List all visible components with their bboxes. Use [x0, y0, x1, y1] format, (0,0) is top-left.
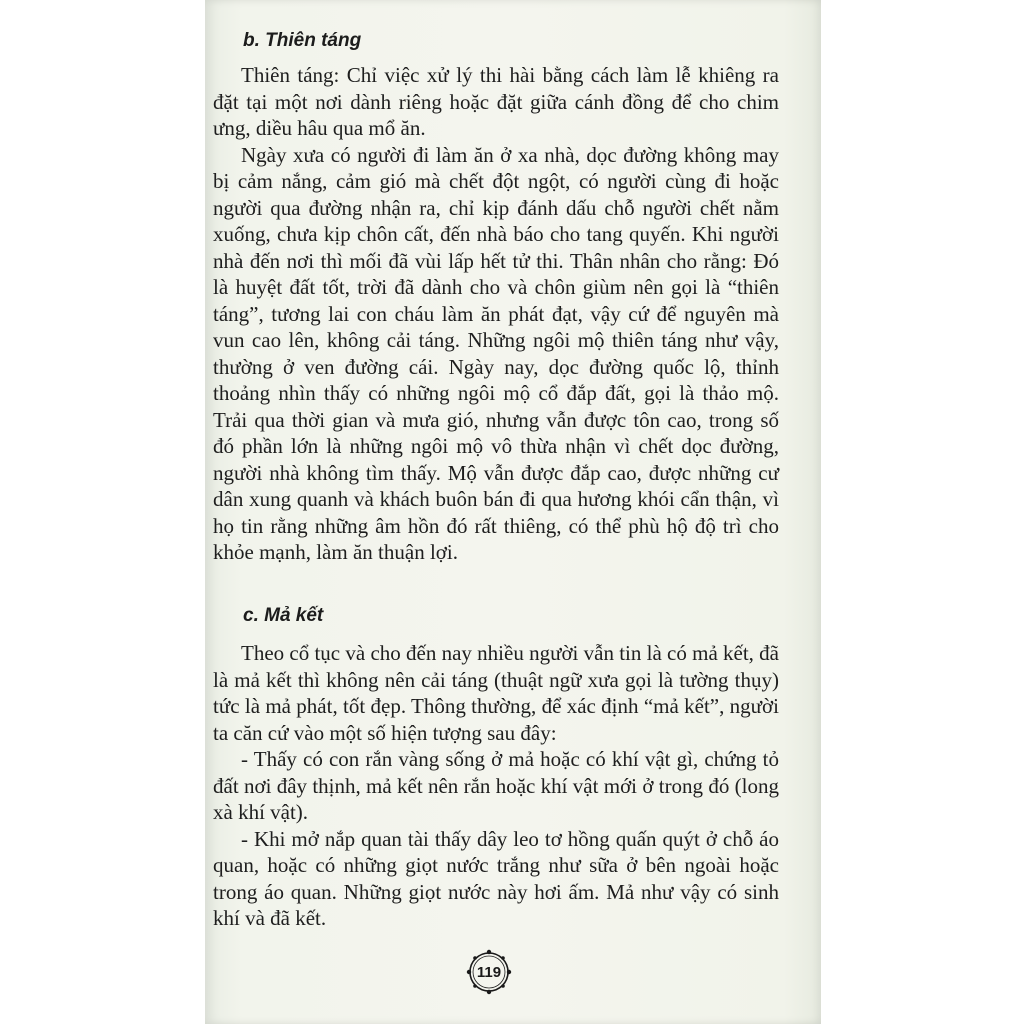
paragraph: Theo cổ tục và cho đến nay nhiều người vẫn tin là có mả kết, đã là mả kết thì không nên cải táng (thuật ngữ xưa gọi là tường thụy) tức là mả phát, tốt đẹp. Thông thường, để xác định “mả kết”, người ta căn cứ vào một số hiện tượng sau đây: [213, 641, 779, 745]
section-body-thien-tang [213, 62, 779, 566]
paragraph: - Khi mở nắp quan tài thấy dây leo tơ hồng quấn quýt ở chỗ áo quan, hoặc có những giọt nước trắng như sữa ở bên ngoài hoặc trong áo quan. Những giọt nước này hơi ấm. Mả như vậy có sinh khí và đã kết. [213, 826, 779, 930]
page-number [465, 948, 513, 996]
paragraph: Ngày xưa có người đi làm ăn ở xa nhà, dọc đường không may bị cảm nắng, cảm gió mà chết đột ngột, có người cùng đi hoặc người qua đường nhận ra, chỉ kịp đánh dấu chỗ người chết nằm xuống, chưa kịp chôn cất, đến nhà báo cho tang quyến. Khi người nhà đến nơi thì mối đã vùi lấp hết tử thi. Thân nhân cho rằng: Đó là huyệt đất tốt, trời đã dành cho và chôn giùm nên gọi là “thiên táng”, tương lai con cháu làm ăn phát đạt, vậy cứ để nguyên mà vun cao lên, không cải táng. Những ngôi mộ thiên táng như vậy, thường ở ven đường cái. Ngày nay, dọc đường quốc lộ, thỉnh thoảng nhìn thấy có những ngôi mộ cổ đắp đất, gọi là thảo mộ. Trải qua thời gian và mưa gió, nhưng vẫn được tôn cao, trong số đó phần lớn là những ngôi mộ vô thừa nhận vì chết dọc đường, người nhà không tìm thấy. Mộ vẫn được đắp cao, được những cư dân xung quanh và khách buôn bán đi qua hương khói cẩn thận, vì họ tin rằng những âm hồn đó rất thiêng, có thể phù hộ độ trì cho khỏe mạnh, làm ăn thuận lợi. [213, 142, 779, 564]
section-heading-ma-ket: c. Mả kết [243, 605, 324, 626]
page-number-text: 119 [476, 963, 502, 981]
paragraph: Thiên táng: Chỉ việc xử lý thi hài bằng cách làm lễ khiêng ra đặt tại một nơi dành riêng hoặc đặt giữa cánh đồng để cho chim ưng, diều hâu qua mổ ăn. [213, 63, 779, 140]
section-heading-thien-tang: b. Thiên táng [243, 30, 362, 51]
section-body-ma-ket [213, 640, 779, 932]
paragraph: - Thấy có con rắn vàng sống ở mả hoặc có khí vật gì, chứng tỏ đất nơi đây thịnh, mả kết nên rắn hoặc khí vật mới ở trong đó (long xà khí vật). [213, 747, 779, 824]
